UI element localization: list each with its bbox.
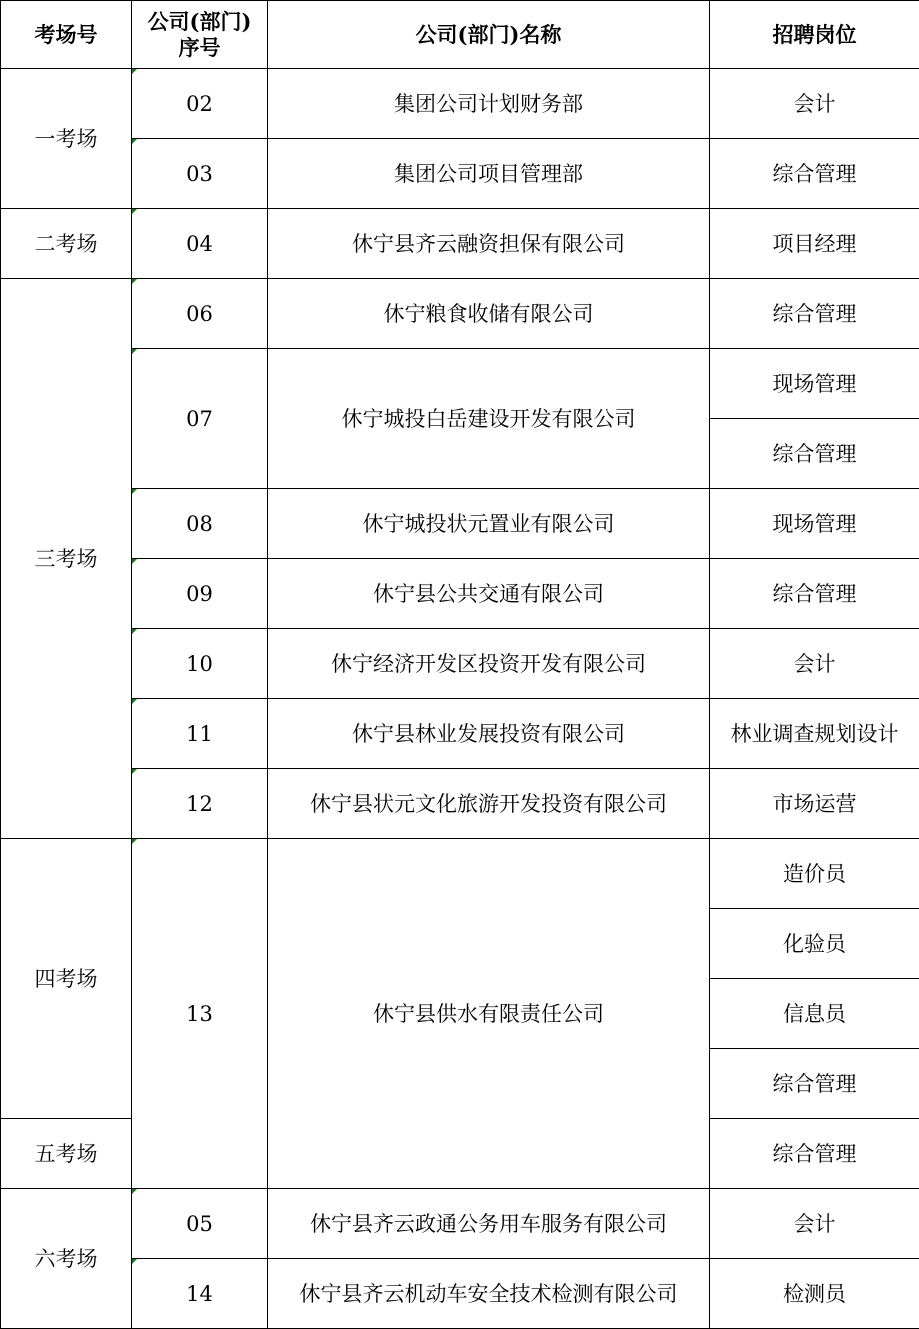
table-row bbox=[1, 69, 919, 139]
room-cell: 二考场 bbox=[1, 209, 132, 279]
position-cell: 综合管理 bbox=[710, 279, 919, 349]
seq-cell: 11 bbox=[132, 699, 268, 769]
table-row bbox=[1, 349, 919, 419]
position-cell: 综合管理 bbox=[710, 1049, 919, 1119]
table-row bbox=[1, 769, 919, 839]
table-row bbox=[1, 139, 919, 209]
position-cell: 现场管理 bbox=[710, 489, 919, 559]
seq-cell: 04 bbox=[132, 209, 268, 279]
position-cell: 会计 bbox=[710, 1189, 919, 1259]
position-cell: 现场管理 bbox=[710, 349, 919, 419]
position-cell: 会计 bbox=[710, 629, 919, 699]
company-cell: 休宁县齐云政通公务用车服务有限公司 bbox=[268, 1189, 710, 1259]
table-row bbox=[1, 629, 919, 699]
company-cell: 休宁城投白岳建设开发有限公司 bbox=[268, 349, 710, 489]
position-cell: 市场运营 bbox=[710, 769, 919, 839]
company-cell: 休宁县齐云融资担保有限公司 bbox=[268, 209, 710, 279]
header-room: 考场号 bbox=[1, 1, 132, 69]
header-seq bbox=[132, 1, 268, 69]
company-cell: 休宁县公共交通有限公司 bbox=[268, 559, 710, 629]
header-seq-line1: 公司(部门) bbox=[147, 8, 252, 34]
position-cell: 项目经理 bbox=[710, 209, 919, 279]
table-row bbox=[1, 699, 919, 769]
seq-cell: 13 bbox=[132, 839, 268, 1189]
company-cell: 休宁县状元文化旅游开发投资有限公司 bbox=[268, 769, 710, 839]
seq-cell: 08 bbox=[132, 489, 268, 559]
position-cell: 综合管理 bbox=[710, 559, 919, 629]
table-row bbox=[1, 279, 919, 349]
seq-cell: 09 bbox=[132, 559, 268, 629]
table-row bbox=[1, 559, 919, 629]
company-cell: 集团公司计划财务部 bbox=[268, 69, 710, 139]
company-cell: 休宁粮食收储有限公司 bbox=[268, 279, 710, 349]
position-cell: 综合管理 bbox=[710, 419, 919, 489]
room-cell: 六考场 bbox=[1, 1189, 132, 1329]
company-cell: 休宁县林业发展投资有限公司 bbox=[268, 699, 710, 769]
position-cell: 林业调查规划设计 bbox=[710, 699, 919, 769]
position-cell: 综合管理 bbox=[710, 1119, 919, 1189]
header-row bbox=[1, 1, 919, 69]
room-cell: 五考场 bbox=[1, 1119, 132, 1189]
table-row bbox=[1, 209, 919, 279]
seq-cell: 12 bbox=[132, 769, 268, 839]
table-row bbox=[1, 1189, 919, 1259]
room-cell: 四考场 bbox=[1, 839, 132, 1119]
room-cell: 一考场 bbox=[1, 69, 132, 209]
seq-cell: 05 bbox=[132, 1189, 268, 1259]
position-cell: 综合管理 bbox=[710, 139, 919, 209]
position-cell: 化验员 bbox=[710, 909, 919, 979]
position-cell: 检测员 bbox=[710, 1259, 919, 1329]
seq-cell: 06 bbox=[132, 279, 268, 349]
position-cell: 造价员 bbox=[710, 839, 919, 909]
seq-cell: 14 bbox=[132, 1259, 268, 1329]
company-cell: 休宁城投状元置业有限公司 bbox=[268, 489, 710, 559]
seq-cell: 10 bbox=[132, 629, 268, 699]
position-cell: 会计 bbox=[710, 69, 919, 139]
company-cell: 休宁县供水有限责任公司 bbox=[268, 839, 710, 1189]
header-position: 招聘岗位 bbox=[710, 1, 919, 69]
table-row bbox=[1, 1259, 919, 1329]
company-cell: 休宁经济开发区投资开发有限公司 bbox=[268, 629, 710, 699]
room-cell: 三考场 bbox=[1, 279, 132, 839]
header-seq-line2: 序号 bbox=[178, 34, 221, 60]
table-row bbox=[1, 839, 919, 909]
seq-cell: 07 bbox=[132, 349, 268, 489]
company-cell: 休宁县齐云机动车安全技术检测有限公司 bbox=[268, 1259, 710, 1329]
header-company: 公司(部门)名称 bbox=[268, 1, 710, 69]
seq-cell: 03 bbox=[132, 139, 268, 209]
company-cell: 集团公司项目管理部 bbox=[268, 139, 710, 209]
position-cell: 信息员 bbox=[710, 979, 919, 1049]
seq-cell: 02 bbox=[132, 69, 268, 139]
table-row bbox=[1, 489, 919, 559]
